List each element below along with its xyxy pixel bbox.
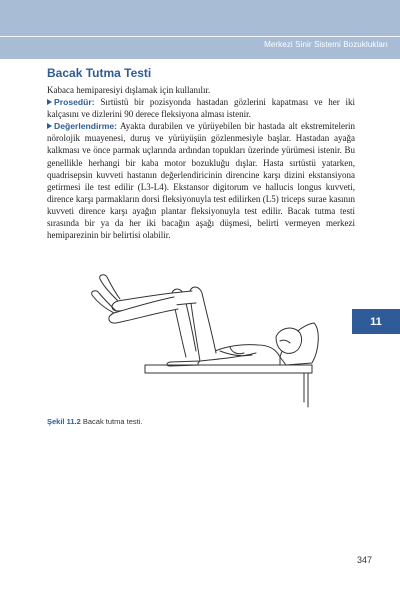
evaluation-paragraph	[47, 120, 355, 241]
procedure-label: Prosedür:	[54, 97, 95, 108]
chapter-tab: 11	[352, 309, 400, 334]
evaluation-text: Ayakta durabilen ve yürüyebilen bir hastada alt ekstremitelerin nörolojik muayenesi, duruş ve yürüyüşün gözlenmesiyle başlar. Hastadan ayağa kalkması ve önce parmak uçlarında ardından topukları üzerinde yürümesi istenir. Bu genellikle herhangi bir kaba motor bozukluğu dışlar. Hasta sırtüstü yatarken, quadrisepsin kuvveti hastanın değerlendiricinin direncine karşı dizini ekstansiyona getirmesi ile test edilir (L3-L4). Ekstansor digitorum ve hallucis longus kuvveti, dirence karşı parmakların dorsi fleksiyonuyla test edilirken (L5) triceps surae kasının kuvveti dirence karşı ayağın plantar fleksiyonuyla test edilir. Bacak tutma testi sırasında bir ya da her iki bacağın aşağı düşmesi, belirti vermeyen merkezi hemiparezinin bir belirtisi olabilir.	[47, 121, 355, 241]
procedure-paragraph	[47, 96, 355, 120]
figure-caption-label: Şekil 11.2	[47, 417, 81, 426]
evaluation-label: Değerlendirme:	[54, 121, 118, 132]
running-header-title: Merkezi Sinir Sistemi Bozuklukları	[264, 40, 388, 49]
procedure-text: Sırtüstü bir pozisyonda hastadan gözlerini kapatması ve her iki kalçasını ve dizlerini 90 derece fleksiyona alması istenir.	[47, 97, 356, 120]
body-text	[47, 84, 355, 241]
leg-holding-test-illustration	[80, 267, 330, 412]
section-title: Bacak Tutma Testi	[47, 66, 152, 80]
bullet-triangle-icon	[47, 123, 52, 129]
bullet-triangle-icon	[47, 99, 52, 105]
page-number: 347	[356, 555, 372, 565]
figure-caption	[47, 417, 142, 426]
intro-paragraph: Kabaca hemiparesiyi dışlamak için kullanılır.	[47, 85, 211, 95]
figure-caption-text: Bacak tutma testi.	[82, 417, 143, 426]
header-rule	[0, 36, 400, 37]
header-band	[0, 0, 400, 59]
